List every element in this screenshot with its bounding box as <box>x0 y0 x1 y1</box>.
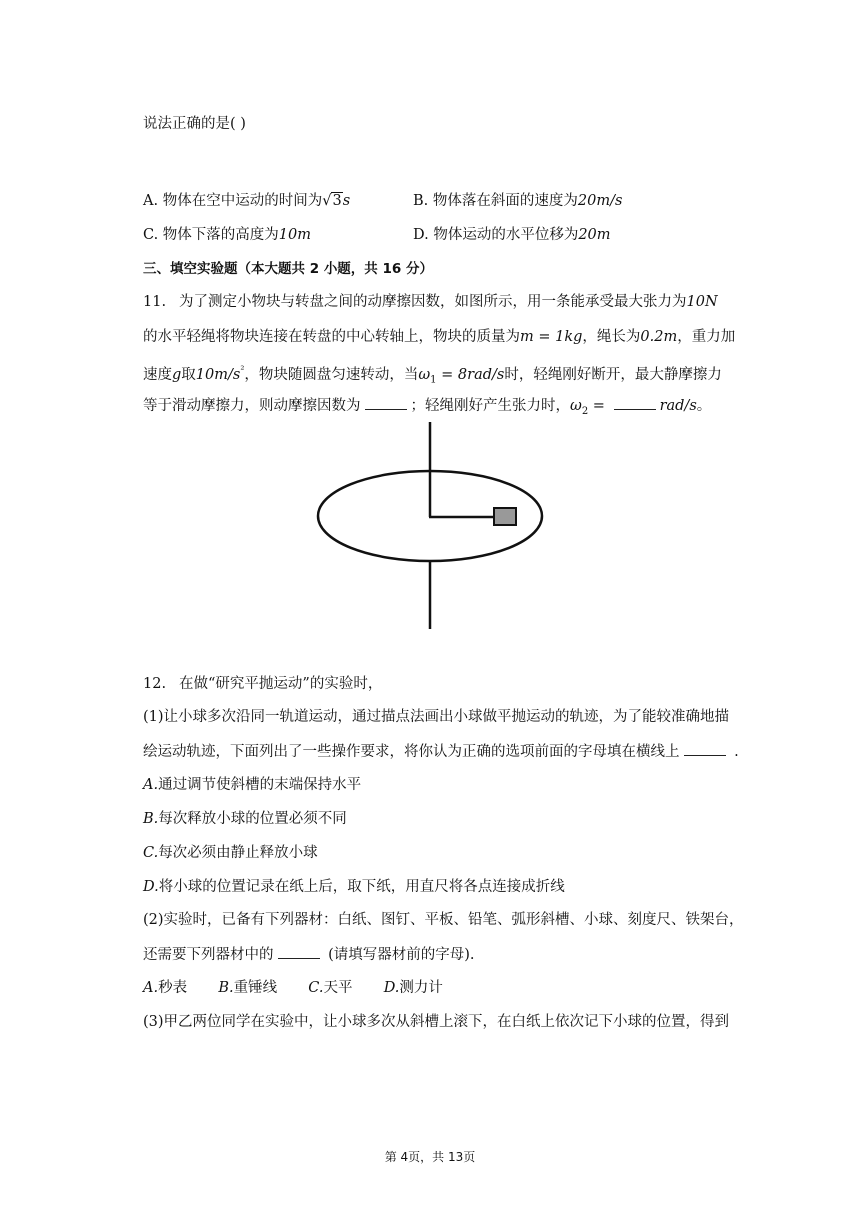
q12-option-c-label: C. <box>143 845 159 861</box>
q12-p2-text: 还需要下列器材中的 <box>143 947 274 963</box>
option-a-text: 物体在空中运动的时间为 <box>162 193 323 209</box>
section-suffix: 分） <box>406 261 434 277</box>
option-a-label: A. <box>143 193 159 209</box>
q11-line-2 <box>143 327 735 347</box>
q12-tools-line <box>143 978 443 998</box>
tool-a-label: A. <box>143 980 159 996</box>
tool-a: 秒表 <box>158 980 188 996</box>
turntable-figure <box>310 418 550 633</box>
q12-option-b-label: B. <box>143 811 159 827</box>
option-a <box>143 191 350 211</box>
section-heading <box>143 259 433 279</box>
option-c-math: 10m <box>278 227 311 243</box>
q12-option-a <box>143 775 361 795</box>
q12-option-c-text: 每次必须由静止释放小球 <box>158 845 318 861</box>
q12-option-a-text: 通过调节使斜槽的末端保持水平 <box>158 777 362 793</box>
option-c-label: C. <box>143 227 159 243</box>
option-d-label: D. <box>413 227 429 243</box>
option-c <box>143 225 311 245</box>
answer-blank-12-1[interactable] <box>684 741 726 756</box>
option-b <box>413 191 622 211</box>
option-d <box>413 225 611 245</box>
q11-text-4a: 等于滑动摩擦力，则动摩擦因数为 <box>143 398 361 414</box>
option-d-text: 物体运动的水平位移为 <box>433 227 579 243</box>
q12-p1-line-1: (1)让小球多次沿同一轨道运动，通过描点法画出小球做平抛运动的轨迹，为了能较准确地描 <box>143 709 730 725</box>
q11-text-3a: 速度 <box>143 366 172 383</box>
q11-period: 。 <box>696 398 712 414</box>
q11-line-3 <box>143 361 722 391</box>
q12-p2-end: (请填写器材前的字母). <box>323 947 475 963</box>
q12-p1-text: 绘运动轨迹，下面列出了一些操作要求，将你认为正确的选项前面的字母填在横线上 <box>143 744 680 760</box>
answer-blank-omega2[interactable] <box>614 395 656 410</box>
q11-length: 0.2m <box>640 329 678 345</box>
option-c-text: 物体下落的高度为 <box>162 227 279 243</box>
q11-text-3c: 取 <box>181 366 196 383</box>
q12-option-b <box>143 809 347 829</box>
section-mid: 小题，共 <box>323 261 378 277</box>
tool-d-label: D. <box>383 980 400 996</box>
q12-p3-line: (3)甲乙两位同学在实验中，让小球多次从斜槽上滚下，在白纸上依次记下小球的位置，得到 <box>143 1014 730 1030</box>
tool-b: 重锤线 <box>233 980 278 996</box>
tool-c-label: C. <box>308 980 324 996</box>
option-b-label: B. <box>413 193 429 209</box>
tool-d: 测力计 <box>399 980 443 996</box>
q11-text-2c: ，绳长为 <box>582 329 641 345</box>
section-count: 2 <box>309 261 320 277</box>
q11-text-3f: ，物块随圆盘匀速转动，当 <box>244 366 419 383</box>
q12-p1-line-2 <box>143 741 739 762</box>
page-footer: 第 4页，共 13页 <box>384 1150 476 1164</box>
question-stem-tail: 说法正确的是( ) <box>143 116 246 132</box>
section-prefix: 三、填空实验题（本大题共 <box>143 261 305 277</box>
q11-mass: m = 1kg <box>520 329 583 345</box>
q11-omega1-value: = 8rad/s <box>436 366 505 383</box>
q12-option-a-label: A. <box>143 777 159 793</box>
answer-blank-12-2[interactable] <box>278 944 320 959</box>
q11-text-2e: ，重力加 <box>677 329 736 345</box>
q11-omega2-sub: 2 <box>581 405 589 417</box>
q12-option-c <box>143 843 318 863</box>
sqrt-radicand: 3 <box>332 193 342 209</box>
block <box>494 508 516 525</box>
q11-line-1 <box>143 292 718 312</box>
q12-option-b-text: 每次释放小球的位置必须不同 <box>158 811 347 827</box>
q11-text-1: 为了测定小物块与转盘之间的动摩擦因数，如图所示，用一条能承受最大张力为 <box>179 294 687 310</box>
option-b-math: 20m/s <box>577 193 623 209</box>
q12-title-line <box>143 674 382 694</box>
q11-text-3j: 时，轻绳刚好断开，最大静摩擦力 <box>504 366 722 383</box>
q11-text-2a: 的水平轻绳将物块连接在转盘的中心转轴上，物块的质量为 <box>143 329 520 345</box>
q11-g-exp: ² <box>240 365 245 376</box>
option-a-unit: s <box>342 193 351 209</box>
section-score: 16 <box>382 261 402 277</box>
q11-number: 11. <box>143 294 167 310</box>
q12-option-d-text: 将小球的位置记录在纸上后，取下纸，用直尺将各点连接成折线 <box>158 879 565 895</box>
tool-b-label: B. <box>218 980 234 996</box>
sqrt-expression: √3 <box>322 193 342 209</box>
q12-title: 在做“研究平抛运动”的实验时， <box>179 676 383 692</box>
q11-omega1-sub: 1 <box>430 374 437 386</box>
tool-c: 天平 <box>323 980 353 996</box>
option-d-math: 20m <box>578 227 611 243</box>
q12-p2-line-2 <box>143 944 475 965</box>
q11-equals: = <box>588 398 610 414</box>
q12-option-d-label: D. <box>143 879 159 895</box>
q12-option-d <box>143 877 565 897</box>
q11-text-4b: ；轻绳刚好产生张力时， <box>410 398 570 414</box>
q11-omega2: ω <box>570 398 582 414</box>
q12-p1-end: . <box>729 744 739 760</box>
q11-g: g <box>172 366 182 383</box>
q11-g-value: 10m/s <box>195 366 241 383</box>
option-b-text: 物体落在斜面的速度为 <box>432 193 578 209</box>
q11-max-tension: 10N <box>686 294 718 310</box>
q11-omega1: ω <box>418 366 431 383</box>
q12-p2-line-1: (2)实验时，已备有下列器材：白纸、图钉、平板、铅笔、弧形斜槽、小球、刻度尺、铁架台， <box>143 912 744 928</box>
q11-omega2-unit: rad/s <box>659 398 697 414</box>
q12-number: 12. <box>143 676 167 692</box>
answer-blank-mu[interactable] <box>365 395 407 410</box>
